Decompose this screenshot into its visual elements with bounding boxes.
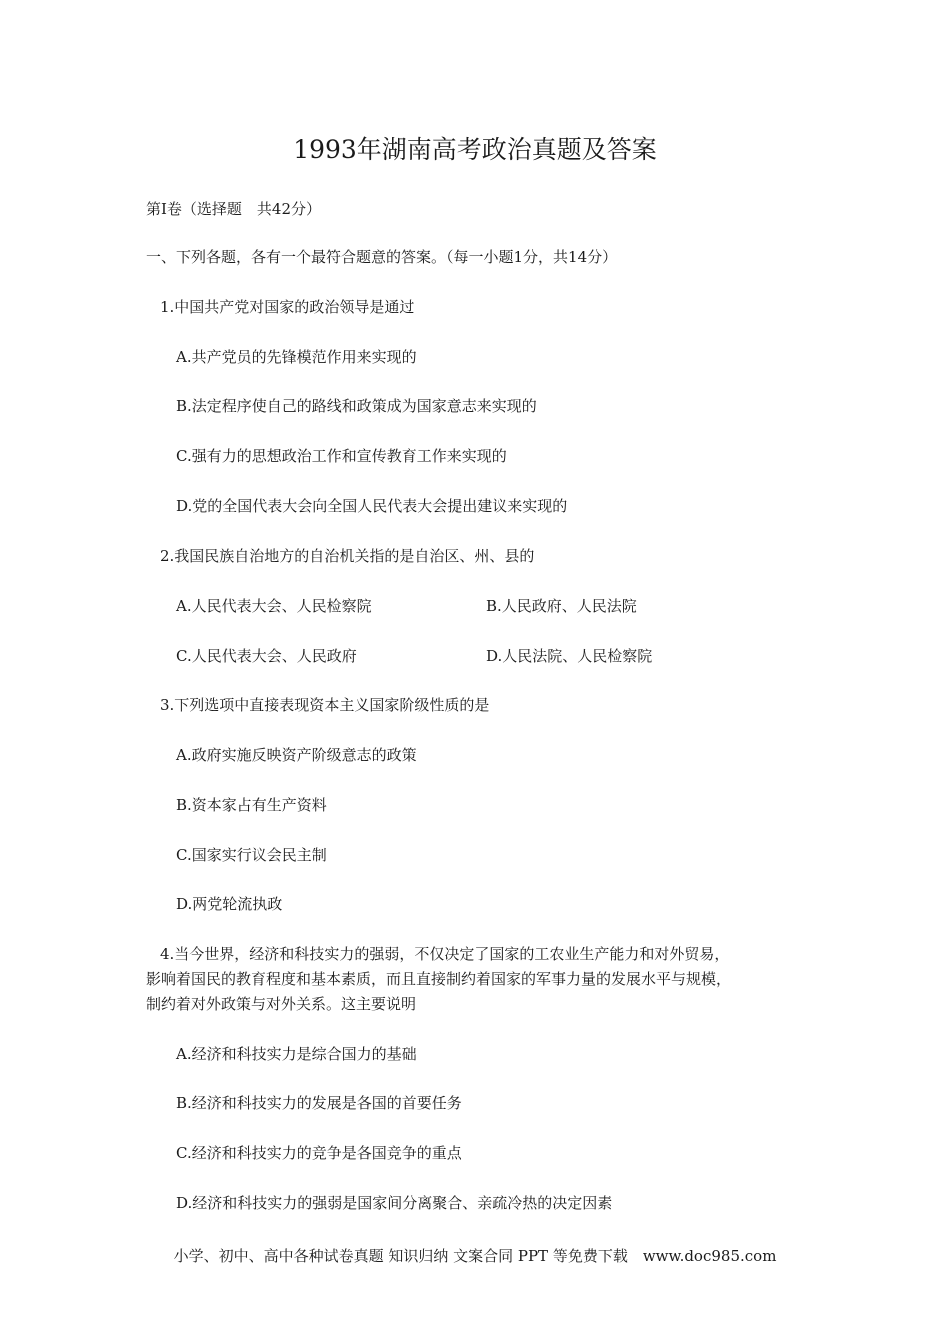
question-1-stem: 1.中国共产党对国家的政治领导是通过 bbox=[160, 298, 415, 316]
question-3-option-a: A.政府实施反映资产阶级意志的政策 bbox=[176, 746, 417, 764]
question-1-option-c: C.强有力的思想政治工作和宣传教育工作来实现的 bbox=[176, 447, 507, 465]
question-3-option-b: B.资本家占有生产资料 bbox=[176, 796, 327, 814]
question-2-stem: 2.我国民族自治地方的自治机关指的是自治区、州、县的 bbox=[160, 547, 535, 565]
question-1-option-b: B.法定程序使自己的路线和政策成为国家意志来实现的 bbox=[176, 397, 537, 415]
question-4-option-c: C.经济和科技实力的竞争是各国竞争的重点 bbox=[176, 1144, 462, 1162]
question-1-option-d: D.党的全国代表大会向全国人民代表大会提出建议来实现的 bbox=[176, 497, 568, 515]
question-3-option-d: D.两党轮流执政 bbox=[176, 895, 283, 913]
question-4-stem-line-3: 制约着对外政策与对外关系。这主要说明 bbox=[146, 995, 417, 1013]
question-4-stem-line-2: 影响着国民的教育程度和基本素质，而且直接制约着国家的军事力量的发展水平与规模， bbox=[146, 970, 732, 988]
question-2-option-b: B.人民政府、人民法院 bbox=[486, 597, 637, 615]
question-2-option-a: A.人民代表大会、人民检察院 bbox=[176, 597, 372, 615]
question-4-option-d: D.经济和科技实力的强弱是国家间分离聚合、亲疏冷热的决定因素 bbox=[176, 1194, 613, 1212]
question-3-option-c: C.国家实行议会民主制 bbox=[176, 846, 327, 864]
section-heading: 第Ⅰ卷（选择题 共42分） bbox=[146, 200, 322, 218]
question-4-stem-line-1: 4.当今世界，经济和科技实力的强弱，不仅决定了国家的工农业生产能力和对外贸易， bbox=[160, 945, 730, 963]
question-2-option-d: D.人民法院、人民检察院 bbox=[486, 647, 653, 665]
question-1-option-a: A.共产党员的先锋模范作用来实现的 bbox=[176, 348, 417, 366]
question-2-option-c: C.人民代表大会、人民政府 bbox=[176, 647, 357, 665]
page-title: 1993年湖南高考政治真题及答案 bbox=[293, 135, 657, 164]
question-3-stem: 3.下列选项中直接表现资本主义国家阶级性质的是 bbox=[160, 696, 490, 714]
question-4-option-a: A.经济和科技实力是综合国力的基础 bbox=[176, 1045, 417, 1063]
part-heading: 一、下列各题，各有一个最符合题意的答案。（每一小题1分，共14分） bbox=[146, 248, 618, 266]
footer-note: 小学、初中、高中各种试卷真题 知识归纳 文案合同 PPT 等免费下载 www.doc985.com bbox=[173, 1247, 777, 1265]
question-4-option-b: B.经济和科技实力的发展是各国的首要任务 bbox=[176, 1094, 462, 1112]
